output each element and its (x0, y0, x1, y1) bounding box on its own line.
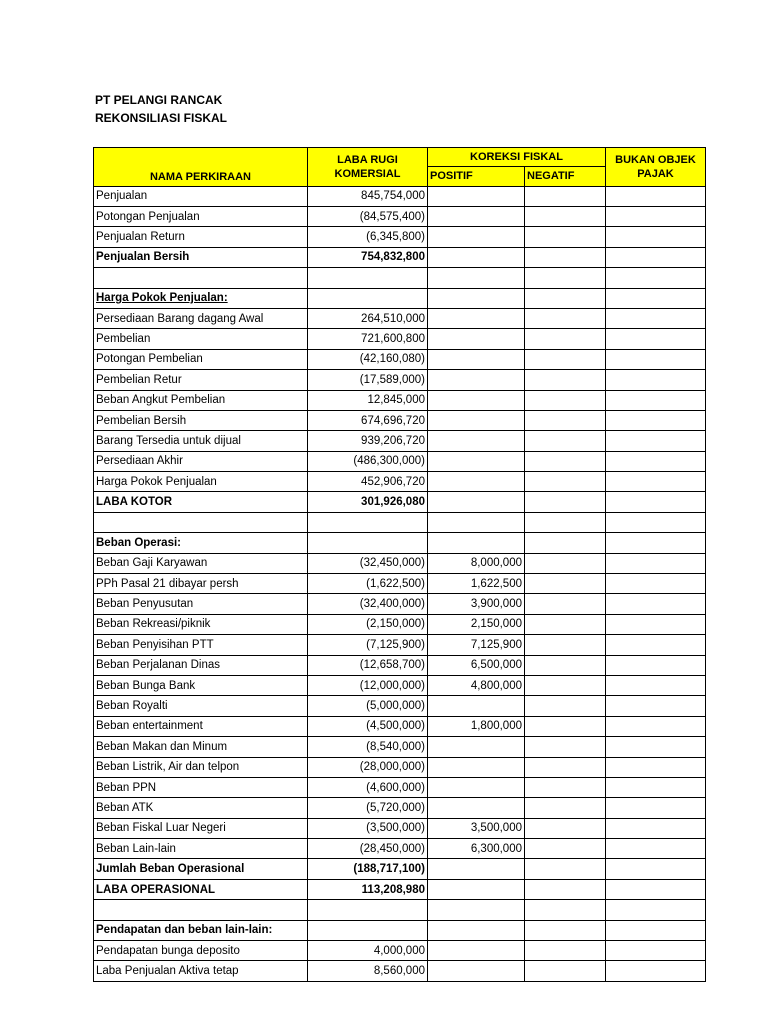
account-name-cell: Persediaan Barang dagang Awal (94, 308, 308, 328)
commercial-amount-cell: 301,926,080 (308, 492, 428, 512)
commercial-amount-cell (308, 900, 428, 920)
table-row (94, 288, 706, 308)
account-name-cell: Beban Fiskal Luar Negeri (94, 818, 308, 838)
positive-correction-cell (428, 879, 525, 899)
commercial-amount-cell: 4,000,000 (308, 941, 428, 961)
non-tax-object-cell (606, 941, 706, 961)
account-name-cell: Beban Makan dan Minum (94, 737, 308, 757)
table-row (94, 227, 706, 247)
non-tax-object-cell (606, 635, 706, 655)
account-name-cell: Beban Listrik, Air dan telpon (94, 757, 308, 777)
positive-correction-cell (428, 757, 525, 777)
negative-correction-cell (525, 349, 606, 369)
positive-correction-cell: 2,150,000 (428, 614, 525, 634)
non-tax-object-cell (606, 329, 706, 349)
account-name-cell: Persediaan Akhir (94, 451, 308, 471)
negative-correction-cell (525, 614, 606, 634)
non-tax-object-cell (606, 390, 706, 410)
negative-correction-cell (525, 227, 606, 247)
commercial-amount-cell: (4,600,000) (308, 777, 428, 797)
negative-correction-cell (525, 308, 606, 328)
positive-correction-cell (428, 451, 525, 471)
table-row (94, 941, 706, 961)
negative-correction-cell (525, 900, 606, 920)
positive-correction-cell: 4,800,000 (428, 675, 525, 695)
commercial-amount-cell: (4,500,000) (308, 716, 428, 736)
positive-correction-cell (428, 798, 525, 818)
non-tax-object-cell (606, 757, 706, 777)
account-name-cell: Barang Tersedia untuk dijual (94, 431, 308, 451)
non-tax-object-cell (606, 696, 706, 716)
positive-correction-cell (428, 431, 525, 451)
table-row (94, 533, 706, 553)
non-tax-object-cell (606, 594, 706, 614)
non-tax-object-cell (606, 574, 706, 594)
negative-correction-cell (525, 737, 606, 757)
account-name-cell: Beban entertainment (94, 716, 308, 736)
commercial-amount-cell: 721,600,800 (308, 329, 428, 349)
company-name: PT PELANGI RANCAK (95, 93, 223, 107)
negative-correction-cell (525, 655, 606, 675)
commercial-amount-cell: (12,000,000) (308, 675, 428, 695)
positive-correction-cell (428, 696, 525, 716)
non-tax-object-cell (606, 492, 706, 512)
positive-correction-cell: 6,300,000 (428, 839, 525, 859)
account-name-cell: Beban Rekreasi/piknik (94, 614, 308, 634)
non-tax-object-cell (606, 961, 706, 981)
non-tax-object-cell (606, 206, 706, 226)
table-row (94, 370, 706, 390)
negative-correction-cell (525, 675, 606, 695)
commercial-amount-cell: (188,717,100) (308, 859, 428, 879)
negative-correction-cell (525, 431, 606, 451)
non-tax-object-cell (606, 859, 706, 879)
commercial-amount-cell: (17,589,000) (308, 370, 428, 390)
table-row (94, 920, 706, 940)
non-tax-object-cell (606, 308, 706, 328)
commercial-amount-cell: 8,560,000 (308, 961, 428, 981)
table-row (94, 635, 706, 655)
non-tax-object-cell (606, 920, 706, 940)
negative-correction-cell (525, 410, 606, 430)
account-name-cell: Beban Operasi: (94, 533, 308, 553)
commercial-amount-cell: (28,450,000) (308, 839, 428, 859)
positive-correction-cell: 6,500,000 (428, 655, 525, 675)
negative-correction-cell (525, 206, 606, 226)
positive-correction-cell (428, 512, 525, 532)
non-tax-object-cell (606, 227, 706, 247)
account-name-cell: Pembelian Bersih (94, 410, 308, 430)
fiscal-reconciliation-table (93, 147, 706, 982)
positive-correction-cell (428, 288, 525, 308)
positive-correction-cell (428, 900, 525, 920)
negative-correction-cell (525, 859, 606, 879)
account-name-cell: Penjualan (94, 186, 308, 206)
negative-correction-cell (525, 798, 606, 818)
positive-correction-cell (428, 961, 525, 981)
commercial-amount-cell (308, 288, 428, 308)
document-title: REKONSILIASI FISKAL (95, 111, 228, 125)
commercial-amount-cell: 113,208,980 (308, 879, 428, 899)
positive-correction-cell (428, 329, 525, 349)
negative-correction-cell (525, 941, 606, 961)
commercial-amount-cell: (12,658,700) (308, 655, 428, 675)
commercial-amount-cell: 754,832,800 (308, 247, 428, 267)
non-tax-object-cell (606, 247, 706, 267)
table-row (94, 247, 706, 267)
commercial-amount-cell: (42,160,080) (308, 349, 428, 369)
negative-correction-cell (525, 492, 606, 512)
account-name-cell: Pembelian Retur (94, 370, 308, 390)
positive-correction-cell (428, 492, 525, 512)
non-tax-object-cell (606, 451, 706, 471)
positive-correction-cell (428, 308, 525, 328)
positive-correction-cell (428, 777, 525, 797)
commercial-amount-cell: (8,540,000) (308, 737, 428, 757)
positive-correction-cell (428, 227, 525, 247)
positive-correction-cell (428, 533, 525, 553)
commercial-amount-cell (308, 533, 428, 553)
negative-correction-cell (525, 533, 606, 553)
table-body (94, 186, 706, 981)
non-tax-object-cell (606, 370, 706, 390)
non-tax-object-cell (606, 818, 706, 838)
positive-correction-cell (428, 920, 525, 940)
account-name-cell: Harga Pokok Penjualan: (94, 288, 308, 308)
commercial-amount-cell: (32,450,000) (308, 553, 428, 573)
positive-correction-cell (428, 370, 525, 390)
commercial-amount-cell (308, 920, 428, 940)
column-header-fiscal-correction: KOREKSI FISKAL (428, 148, 606, 167)
commercial-amount-cell (308, 268, 428, 288)
commercial-amount-cell: (5,720,000) (308, 798, 428, 818)
positive-correction-cell (428, 247, 525, 267)
table-row (94, 879, 706, 899)
table-row (94, 859, 706, 879)
positive-correction-cell (428, 410, 525, 430)
commercial-amount-cell: (2,150,000) (308, 614, 428, 634)
account-name-cell (94, 900, 308, 920)
non-tax-object-cell (606, 288, 706, 308)
table-row (94, 390, 706, 410)
table-row (94, 472, 706, 492)
table-row (94, 574, 706, 594)
commercial-amount-cell (308, 512, 428, 532)
column-header-negative: NEGATIF (525, 167, 606, 186)
account-name-cell: PPh Pasal 21 dibayar persh (94, 574, 308, 594)
positive-correction-cell (428, 186, 525, 206)
negative-correction-cell (525, 329, 606, 349)
positive-correction-cell (428, 206, 525, 226)
negative-correction-cell (525, 777, 606, 797)
positive-correction-cell: 7,125,900 (428, 635, 525, 655)
commercial-amount-cell: (32,400,000) (308, 594, 428, 614)
table-row (94, 431, 706, 451)
non-tax-object-cell (606, 614, 706, 634)
non-tax-object-cell (606, 655, 706, 675)
account-name-cell: Beban Bunga Bank (94, 675, 308, 695)
table-row (94, 512, 706, 532)
negative-correction-cell (525, 818, 606, 838)
table-row (94, 900, 706, 920)
non-tax-object-cell (606, 716, 706, 736)
table-row (94, 839, 706, 859)
table-row (94, 757, 706, 777)
table-row (94, 655, 706, 675)
account-name-cell: Beban Royalti (94, 696, 308, 716)
table-row (94, 492, 706, 512)
table-row (94, 594, 706, 614)
positive-correction-cell (428, 737, 525, 757)
account-name-cell: Laba Penjualan Aktiva tetap (94, 961, 308, 981)
positive-correction-cell: 3,500,000 (428, 818, 525, 838)
positive-correction-cell (428, 268, 525, 288)
account-name-cell: Beban ATK (94, 798, 308, 818)
negative-correction-cell (525, 186, 606, 206)
commercial-amount-cell: (486,300,000) (308, 451, 428, 471)
table-row (94, 818, 706, 838)
column-header-commercial: LABA RUGI KOMERSIAL (308, 148, 428, 187)
negative-correction-cell (525, 288, 606, 308)
commercial-amount-cell: (84,575,400) (308, 206, 428, 226)
commercial-amount-cell: 264,510,000 (308, 308, 428, 328)
commercial-amount-cell: 939,206,720 (308, 431, 428, 451)
negative-correction-cell (525, 839, 606, 859)
table-row (94, 329, 706, 349)
non-tax-object-cell (606, 675, 706, 695)
account-name-cell: Harga Pokok Penjualan (94, 472, 308, 492)
negative-correction-cell (525, 370, 606, 390)
non-tax-object-cell (606, 410, 706, 430)
non-tax-object-cell (606, 533, 706, 553)
negative-correction-cell (525, 247, 606, 267)
negative-correction-cell (525, 594, 606, 614)
commercial-amount-cell: (28,000,000) (308, 757, 428, 777)
positive-correction-cell (428, 941, 525, 961)
table-row (94, 308, 706, 328)
positive-correction-cell: 1,800,000 (428, 716, 525, 736)
account-name-cell: Penjualan Bersih (94, 247, 308, 267)
account-name-cell: Beban Penyisihan PTT (94, 635, 308, 655)
commercial-amount-cell: (6,345,800) (308, 227, 428, 247)
table-row (94, 614, 706, 634)
non-tax-object-cell (606, 553, 706, 573)
non-tax-object-cell (606, 879, 706, 899)
account-name-cell: Beban Lain-lain (94, 839, 308, 859)
account-name-cell: Pendapatan bunga deposito (94, 941, 308, 961)
negative-correction-cell (525, 920, 606, 940)
negative-correction-cell (525, 390, 606, 410)
negative-correction-cell (525, 472, 606, 492)
account-name-cell: Potongan Pembelian (94, 349, 308, 369)
account-name-cell: Pembelian (94, 329, 308, 349)
negative-correction-cell (525, 879, 606, 899)
positive-correction-cell (428, 472, 525, 492)
non-tax-object-cell (606, 512, 706, 532)
negative-correction-cell (525, 757, 606, 777)
commercial-amount-cell: 452,906,720 (308, 472, 428, 492)
table-row (94, 553, 706, 573)
positive-correction-cell: 3,900,000 (428, 594, 525, 614)
account-name-cell: LABA OPERASIONAL (94, 879, 308, 899)
non-tax-object-cell (606, 839, 706, 859)
table-row (94, 777, 706, 797)
non-tax-object-cell (606, 472, 706, 492)
account-name-cell: Penjualan Return (94, 227, 308, 247)
commercial-amount-cell: 674,696,720 (308, 410, 428, 430)
table-row (94, 206, 706, 226)
account-name-cell: LABA KOTOR (94, 492, 308, 512)
commercial-amount-cell: 845,754,000 (308, 186, 428, 206)
account-name-cell: Pendapatan dan beban lain-lain: (94, 920, 308, 940)
table-row (94, 961, 706, 981)
table-row (94, 268, 706, 288)
commercial-amount-cell: 12,845,000 (308, 390, 428, 410)
positive-correction-cell: 1,622,500 (428, 574, 525, 594)
positive-correction-cell: 8,000,000 (428, 553, 525, 573)
negative-correction-cell (525, 574, 606, 594)
account-name-cell: Potongan Penjualan (94, 206, 308, 226)
negative-correction-cell (525, 451, 606, 471)
non-tax-object-cell (606, 431, 706, 451)
negative-correction-cell (525, 696, 606, 716)
non-tax-object-cell (606, 777, 706, 797)
account-name-cell: Beban Penyusutan (94, 594, 308, 614)
table-row (94, 349, 706, 369)
column-header-account: NAMA PERKIRAAN (94, 148, 308, 187)
commercial-amount-cell: (7,125,900) (308, 635, 428, 655)
positive-correction-cell (428, 349, 525, 369)
commercial-amount-cell: (1,622,500) (308, 574, 428, 594)
table-row (94, 410, 706, 430)
non-tax-object-cell (606, 737, 706, 757)
account-name-cell (94, 512, 308, 532)
table-row (94, 451, 706, 471)
table-row (94, 716, 706, 736)
non-tax-object-cell (606, 798, 706, 818)
column-header-positive: POSITIF (428, 167, 525, 186)
non-tax-object-cell (606, 186, 706, 206)
commercial-amount-cell: (5,000,000) (308, 696, 428, 716)
non-tax-object-cell (606, 900, 706, 920)
table-row (94, 737, 706, 757)
table-row (94, 186, 706, 206)
negative-correction-cell (525, 716, 606, 736)
account-name-cell: Beban Perjalanan Dinas (94, 655, 308, 675)
account-name-cell: Beban Angkut Pembelian (94, 390, 308, 410)
negative-correction-cell (525, 553, 606, 573)
negative-correction-cell (525, 512, 606, 532)
column-header-non-tax-object: BUKAN OBJEK PAJAK (606, 148, 706, 187)
account-name-cell: Jumlah Beban Operasional (94, 859, 308, 879)
positive-correction-cell (428, 390, 525, 410)
non-tax-object-cell (606, 349, 706, 369)
account-name-cell (94, 268, 308, 288)
account-name-cell: Beban PPN (94, 777, 308, 797)
account-name-cell: Beban Gaji Karyawan (94, 553, 308, 573)
table-row (94, 696, 706, 716)
negative-correction-cell (525, 635, 606, 655)
table-row (94, 798, 706, 818)
positive-correction-cell (428, 859, 525, 879)
negative-correction-cell (525, 961, 606, 981)
negative-correction-cell (525, 268, 606, 288)
non-tax-object-cell (606, 268, 706, 288)
table-row (94, 675, 706, 695)
commercial-amount-cell: (3,500,000) (308, 818, 428, 838)
